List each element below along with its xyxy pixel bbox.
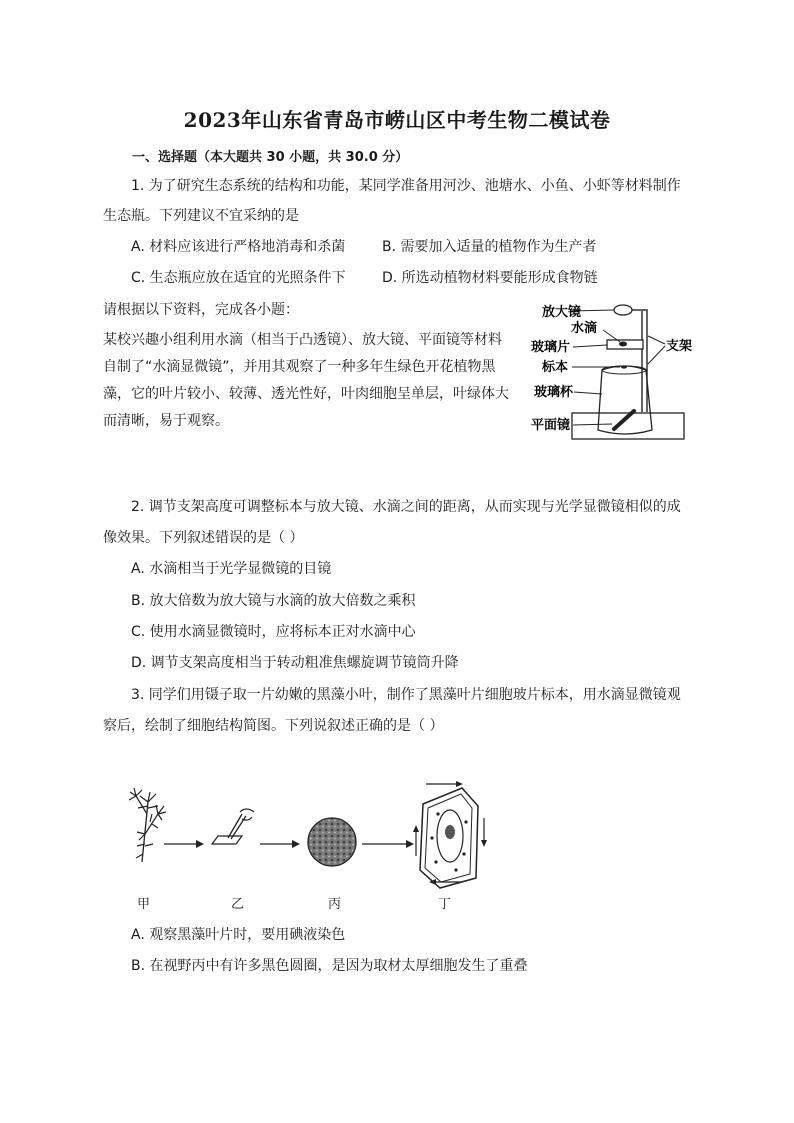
- q1-stem-line2: 生态瓶。下列建议不宜采纳的是: [103, 208, 299, 224]
- page-title: 2023年山东省青岛市崂山区中考生物二模试卷: [183, 108, 611, 132]
- flow-arrow-right-head: [481, 840, 487, 847]
- leader-stand-top: [648, 336, 665, 344]
- caption-yi: 乙: [231, 897, 245, 912]
- aquatic-plant-icon: [129, 788, 166, 862]
- q3-stem-line2: 察后，绘制了细胞结构简图。下列说叙述正确的是（ ）: [103, 718, 444, 734]
- label-magnifier: 放大镜: [542, 305, 582, 320]
- q2-option-d: D. 调节支架高度相当于转动粗准焦螺旋调节镜筒升降: [131, 655, 459, 671]
- water-drop-icon: [619, 342, 627, 347]
- specimen-icon: [621, 365, 627, 368]
- magnifier-icon: [614, 305, 632, 315]
- label-mirror: 平面镜: [531, 418, 571, 433]
- caption-jia: 甲: [137, 897, 151, 912]
- leader-slide: [573, 345, 607, 347]
- label-slide: 玻璃片: [531, 340, 571, 355]
- flow-arrow-left-head: [413, 825, 419, 832]
- q1-option-b: B. 需要加入适量的植物作为生产者: [382, 239, 597, 255]
- leader-mirror: [573, 424, 612, 425]
- q3-option-a: A. 观察黑藻叶片时，要用碘液染色: [131, 927, 346, 943]
- q1-option-d: D. 所选动植物材料要能形成食物链: [382, 270, 598, 286]
- leader-cup: [574, 392, 602, 394]
- label-water-drop: 水滴: [571, 321, 598, 336]
- q2-stem-line1: 2. 调节支架高度可调整标本与放大镜、水滴之间的距离，从而实现与光学显微镜相似的成: [131, 499, 681, 515]
- label-stand: 支架: [666, 339, 693, 354]
- arrow-3-head: [406, 840, 414, 848]
- q2-option-c: C. 使用水滴显微镜时，应将标本正对水滴中心: [131, 624, 416, 640]
- arrow-1-head: [196, 840, 204, 848]
- caption-ding: 丁: [438, 897, 452, 912]
- plane-mirror: [614, 411, 634, 429]
- leader-stand-bottom: [648, 346, 665, 364]
- q1-option-c: C. 生态瓶应放在适宜的光照条件下: [131, 270, 346, 286]
- plant-cell-icon: [420, 788, 478, 888]
- q2-option-a: A. 水滴相当于光学显微镜的目镜: [131, 561, 332, 577]
- flow-arrow-top-head: [456, 781, 463, 787]
- tweezers-slide-icon: [212, 809, 254, 844]
- caption-bing: 丙: [328, 897, 342, 912]
- label-cup: 玻璃杯: [534, 385, 574, 400]
- q3-process-figure: [120, 774, 500, 894]
- q3-option-b: B. 在视野丙中有许多黑色圆圈，是因为取材太厚细胞发生了重叠: [131, 958, 528, 974]
- field-of-view-icon: [308, 818, 356, 866]
- label-specimen: 标本: [542, 360, 569, 375]
- water-drop-microscope-diagram: [528, 298, 698, 446]
- q2-stem-line2: 像效果。下列叙述错误的是（ ）: [103, 530, 304, 546]
- material-intro: 请根据以下资料，完成各小题：: [103, 302, 299, 318]
- material-text: 某校兴趣小组利用水滴（相当于凸透镜）、放大镜、平面镜等材料自制了“水滴显微镜”，并用其观察了一种多年生绿色开花植物黑藻，它的叶片较小、较薄、透光性好，叶肉细胞呈单层，叶绿体大而清晰，易于观察。: [103, 332, 509, 429]
- q1-option-a: A. 材料应该进行严格地消毒和杀菌: [131, 239, 346, 255]
- q1-stem-line1: 1. 为了研究生态系统的结构和功能，某同学准备用河沙、池塘水、小鱼、小虾等材料制作: [131, 178, 681, 194]
- q2-option-b: B. 放大倍数为放大镜与水滴的放大倍数之乘积: [131, 593, 416, 609]
- q3-stem-line1: 3. 同学们用镊子取一片幼嫩的黑藻小叶，制作了黑藻叶片细胞玻片标本，用水滴显微镜观: [131, 687, 681, 703]
- section-heading: 一、选择题（本大题共 30 小题，共 30.0 分）: [132, 150, 409, 165]
- arrow-2-head: [292, 840, 300, 848]
